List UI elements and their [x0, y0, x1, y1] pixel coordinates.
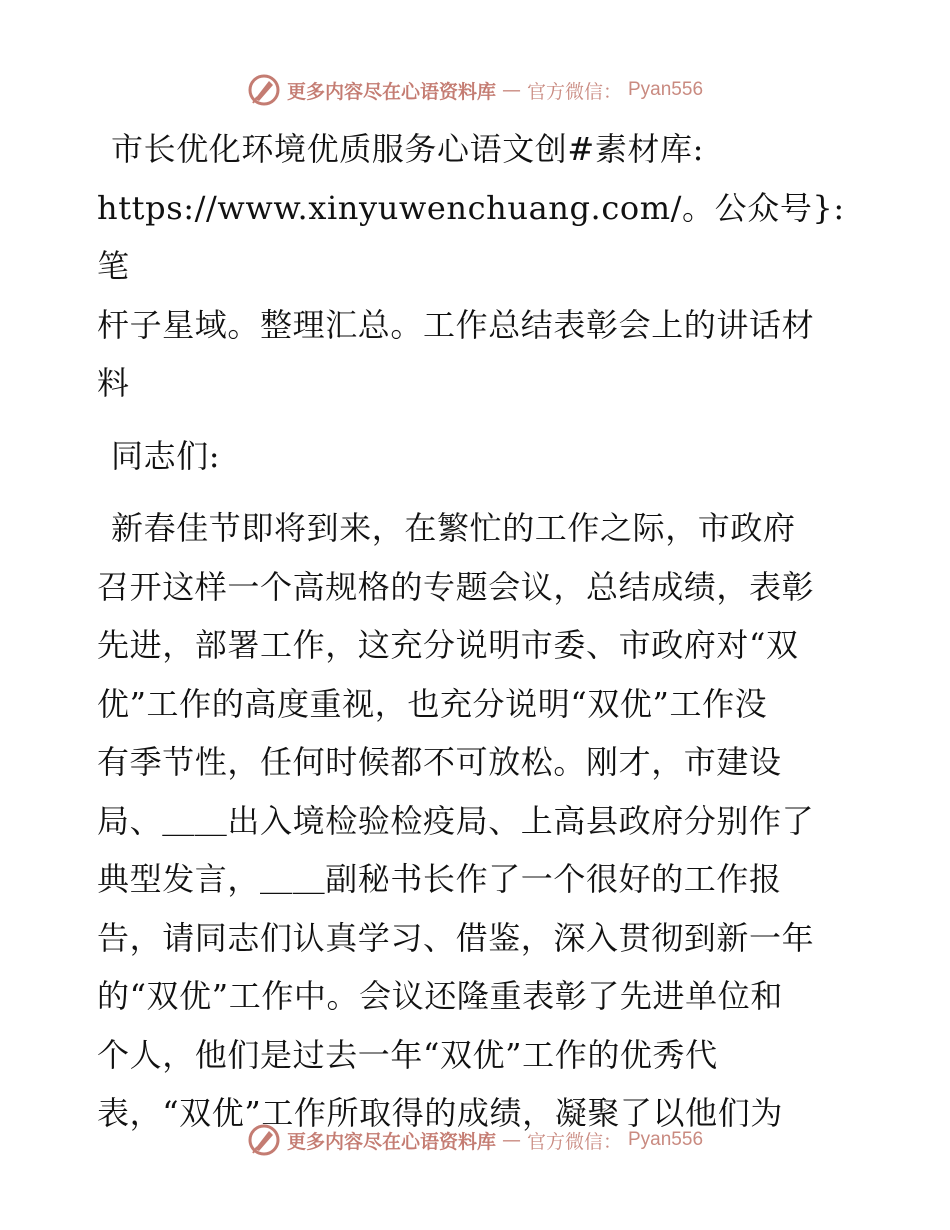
watermark-wechat-id: Pyan556: [628, 1129, 704, 1150]
watermark-wechat-id: Pyan556: [628, 79, 704, 100]
document-body: [97, 120, 857, 1143]
text-line: 同志们:: [111, 436, 221, 475]
text-line: 先进，部署工作，这充分说明市委、市政府对“双: [97, 626, 799, 664]
footer-watermark: [0, 1120, 950, 1160]
text-line: 表，“双优”工作所取得的成绩，凝聚了以他们为: [97, 1094, 783, 1132]
text-line: 杆子星域。整理汇总。工作总结表彰会上的讲话材: [97, 305, 815, 344]
text-line: 典型发言，＿＿副秘书长作了一个很好的工作报: [97, 860, 782, 898]
text-line: 召开这样一个高规格的专题会议，总结成绩，表彰: [97, 567, 815, 606]
header-watermark: [0, 70, 950, 110]
watermark-wechat-label: 官方微信：: [526, 80, 622, 103]
watermark-main-text: 更多内容尽在心语资料库: [286, 80, 496, 103]
text-line: https://www.xinyuwenchuang.com/。公众号}: 笔: [97, 188, 845, 285]
text-line: 个人，他们是过去一年“双优”工作的优秀代: [97, 1035, 718, 1074]
quill-pen-circle-icon: [247, 73, 281, 107]
watermark-separator: —: [501, 79, 521, 101]
text-line: 料: [97, 364, 130, 402]
text-line: 市长优化环境优质服务心语文创#素材库:: [111, 130, 704, 168]
paragraph-salutation: [97, 427, 857, 486]
quill-pen-circle-icon: [247, 1123, 281, 1157]
text-line: 告，请同志们认真学习、借鉴，深入贯彻到新一年: [97, 918, 815, 957]
text-line: 的“双优”工作中。会议还隆重表彰了先进单位和: [97, 977, 783, 1015]
text-line: 局、＿＿出入境检验检疫局、上高县政府分别作了: [97, 801, 815, 840]
watermark-wechat-label: 官方微信：: [526, 1130, 622, 1153]
watermark-main-text: 更多内容尽在心语资料库: [286, 1130, 496, 1153]
paragraph-title: [97, 120, 857, 413]
text-line: 优”工作的高度重视，也充分说明“双优”工作没: [97, 684, 768, 723]
watermark-separator: —: [501, 1129, 521, 1151]
paragraph-body: [97, 499, 857, 1143]
text-line: 有季节性，任何时候都不可放松。刚才，市建设: [97, 743, 782, 781]
text-line: 新春佳节即将到来，在繁忙的工作之际，市政府: [111, 509, 796, 547]
